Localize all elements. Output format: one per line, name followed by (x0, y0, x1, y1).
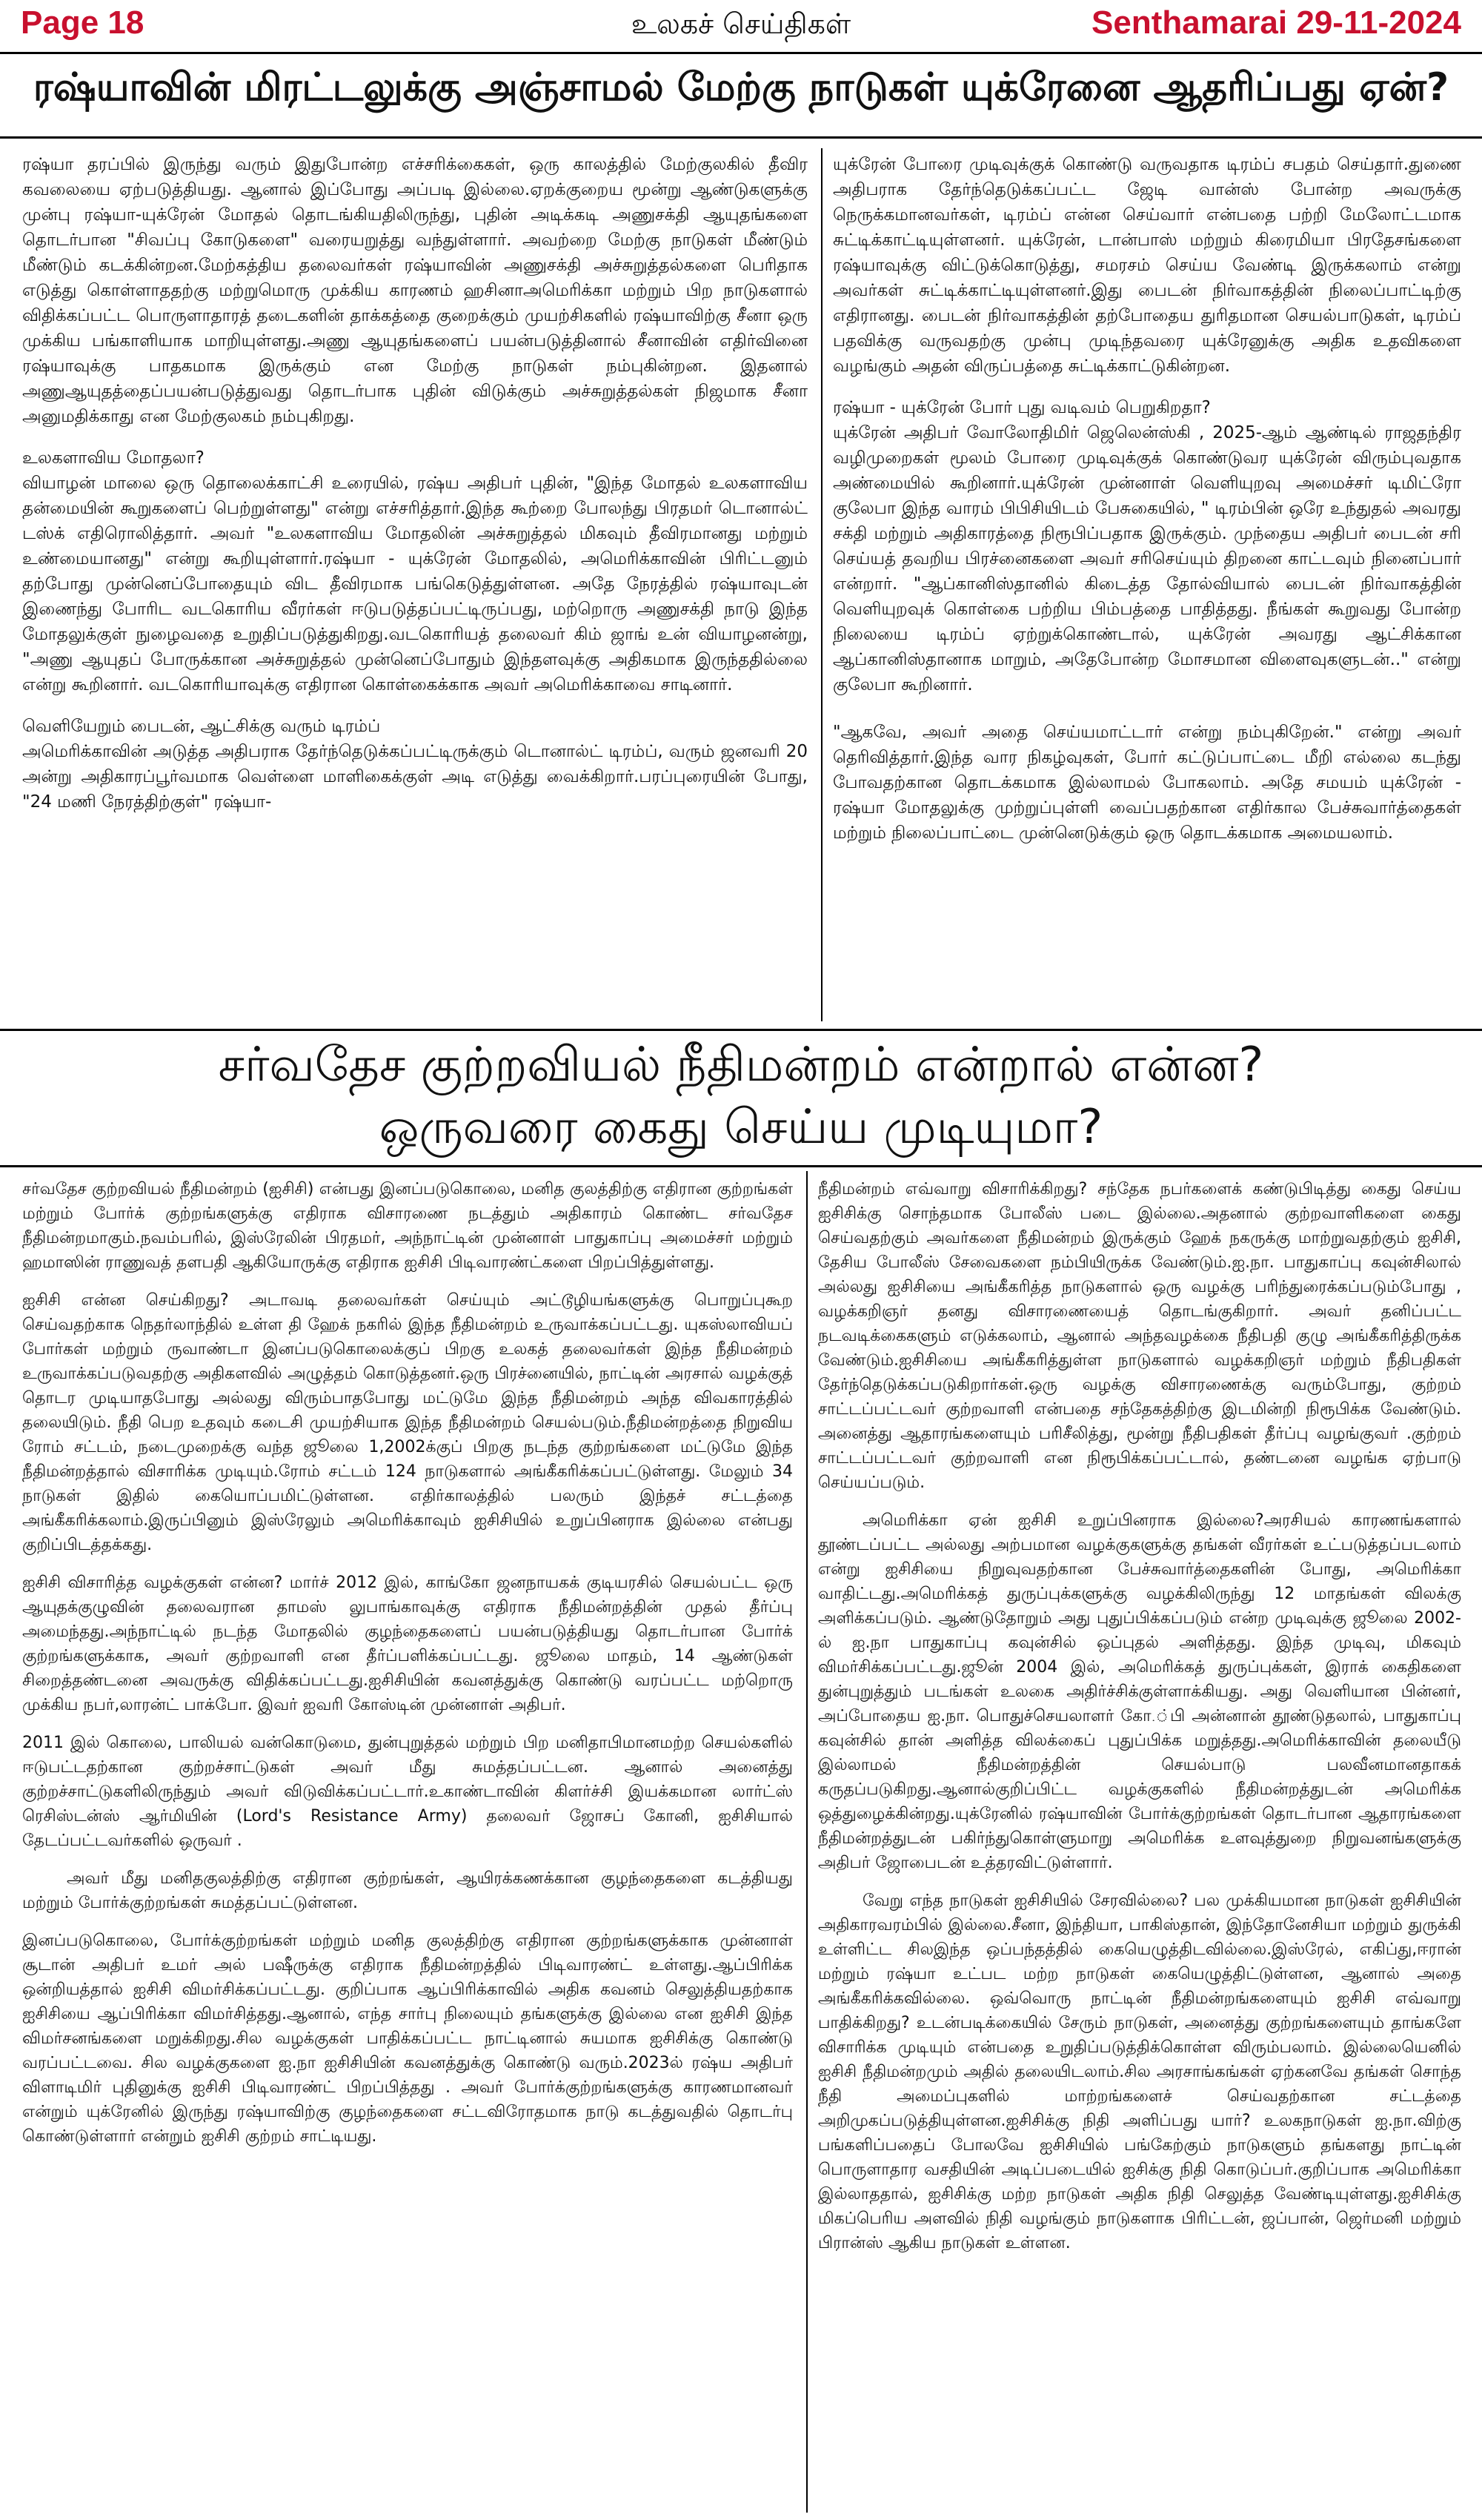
article1-left-column (22, 152, 808, 828)
article2-paragraph: ஐசிசி என்ன செய்கிறது? அடாவடி தலைவர்கள் செய்யும் அட்டூழியங்களுக்கு பொறுப்புகூற செய்வதற்காக நெதர்லாந்தில் உள்ள தி ஹேக் நகரில் இந்த நீதிமன்றம் உருவாக்கப்பட்டது. யுகஸ்லாவியப் போர்கள் மற்றும் ருவாண்டா இனப்படுகொலைக்குப் பிறகு உலகத் தலைவர்கள் இந்த நீதிமன்றம் உருவாக்கப்படுவதற்கு அதிகளவில் அழுத்தம் கொடுத்தனர்.ஒரு பிரச்னையில், நாட்டின் அரசால் வழக்குத் தொடர முடியாதபோது அல்லது விரும்பாதபோது மட்டுமே இந்த நீதிமன்றம் அந்த விவகாரத்தில் தலையிடும். நீதி பெற உதவும் கடைசி முயற்சியாக இந்த நீதிமன்றம் செயல்படும்.நீதிமன்றத்தை நிறுவிய ரோம் சட்டம், நடைமுறைக்கு வந்த ஜூலை 1,2002க்குப் பிறகு நடந்த குற்றங்களை மட்டுமே இந்த நீதிமன்றத்தால் விசாரிக்க முடியும்.ரோம் சட்டம் 124 நாடுகளால் அங்கீகரிக்கப்பட்டுள்ளது. மேலும் 34 நாடுகள் இதில் கையொப்பமிட்டுள்ளன. எதிர்காலத்தில் பலரும் இந்தச் சட்டத்தை அங்கீகரிக்கலாம்.இருப்பினும் இஸ்ரேலும் அமெரிக்காவும் ஐசிசியில் உறுப்பினராக இல்லை என்பது குறிப்பிடத்தக்கது. (22, 1291, 793, 1554)
article1-subheading: உலகளாவிய மோதலா? (22, 448, 205, 468)
article2-left-column (22, 1177, 793, 2162)
article1-paragraph: யுக்ரேன் போரை முடிவுக்குக் கொண்டு வருவதாக டிரம்ப் சபதம் செய்தார்.துணை அதிபராக தேர்ந்தெடுக்கப்பட்ட ஜேடி வான்ஸ் போன்ற அவருக்கு நெருக்கமானவர்கள், டிரம்ப் என்ன செய்வார் என்பதை பற்றி மேலோட்டமாக சுட்டிக்காட்டியுள்ளனர். யுக்ரேன், டான்பாஸ் மற்றும் கிரைமியா பிரதேசங்களை ரஷ்யாவுக்கு விட்டுக்கொடுத்து, சமரசம் செய்ய வேண்டி இருக்கலாம் என்று அவர்கள் சுட்டிக்காட்டியுள்ளனர்.இது பைடன் நிர்வாகத்தின் நிலைப்பாட்டிற்கு எதிரானது. பைடன் நிர்வாகத்தின் தற்போதைய துரிதமான செயல்பாடுகள், டிரம்ப் பதவிக்கு வருவதற்கு முன்பு முடிந்தவரை யுக்ரேனுக்கு அதிக உதவிகளை வழங்கும் அதன் விருப்பத்தை சுட்டிக்காட்டுகின்றன. (833, 155, 1461, 376)
section-divider (0, 1029, 1482, 1031)
article2-headline-line2: ஒருவரை கைது செய்ய முடியுமா? (379, 1100, 1103, 1155)
article1-subheading: ரஷ்யா - யுக்ரேன் போர் புது வடிவம் பெறுகிறதா? (833, 398, 1211, 417)
article2-paragraph: வேறு எந்த நாடுகள் ஐசிசியில் சேரவில்லை? பல முக்கியமான நாடுகள் ஐசிசியின் அதிகாரவரம்பில் இல்லை.சீனா, இந்தியா, பாகிஸ்தான், இந்தோனேசியா மற்றும் துருக்கி உள்ளிட்ட சிலஇந்த ஒப்பந்தத்தில் கையெழுத்திடவில்லை.இஸ்ரேல், எகிப்து,ஈரான் மற்றும் ரஷ்யா உட்பட மற்ற நாடுகள் கையெழுத்திட்டுள்ளன, ஆனால் அதை அங்கீகரிக்கவில்லை. ஒவ்வொரு நாட்டின் நீதிமன்றங்களையும் ஐசிசி எவ்வாறு பாதிக்கிறது? உடன்படிக்கையில் சேரும் நாடுகள், அனைத்து குற்றங்களையும் தாங்களே விசாரிக்க முடியும் என்பதை உறுதிப்படுத்திக்கொள்ள விரும்பலாம். இல்லையெனில் ஐசிசி நீதிமன்றமும் அதில் தலையிடலாம்.சில அரசாங்கங்கள் ஏற்கனவே தங்கள் சொந்த நீதி அமைப்புகளில் மாற்றங்களைச் செய்வதற்கான சட்டத்தை அறிமுகப்படுத்தியுள்ளன.ஐசிசிக்கு நிதி அளிப்பது யார்? உலகநாடுகள் ஐ.நா.விற்கு பங்களிப்பதைப் போலவே ஐசிசியில் பங்கேற்கும் நாடுகளும் தங்களது நாட்டின் பொருளாதார வசதியின் அடிப்படையில் ஐசிக்கு நிதி கொடுப்பர்.குறிப்பாக அமெரிக்கா இல்லாததால், ஐசிசிக்கு மற்ற நாடுகள் அதிக நிதி செலுத்த வேண்டியுள்ளது.ஐசிசிக்கு மிகப்பெரிய அளவில் நிதி வழங்கும் நாடுகளாக பிரிட்டன், ஜப்பான், ஜெர்மனி மற்றும் பிரான்ஸ் ஆகிய நாடுகள் உள்ளன. (818, 1891, 1461, 2252)
article1-subheading: வெளியேறும் பைடன், ஆட்சிக்கு வரும் டிரம்ப் (22, 717, 381, 736)
article1-paragraph: யுக்ரேன் அதிபர் வோலோதிமிர் ஜெலென்ஸ்கி , 2025-ஆம் ஆண்டில் ராஜதந்திர வழிமுறைகள் மூலம் போரை முடிவுக்குக் கொண்டுவர யுக்ரேன் விரும்புவதாக அண்மையில் கூறினார்.யுக்ரேன் முன்னாள் வெளியுறவு அமைச்சர் டிமிட்ரோ குலேபா இந்த வாரம் பிபிசியிடம் பேசுகையில், " டிரம்பின் ஒரே உந்துதல் அவரது சக்தி மற்றும் அதிகாரத்தை நிரூபிப்பதாக இருக்கும். முந்தைய அதிபர் பைடன் சரி செய்யத் தவறிய பிரச்னைகளை அவர் சரிசெய்யும் திறனை காட்டவும் நினைப்பார் என்றார். "ஆப்கானிஸ்தானில் கிடைத்த தோல்வியால் பைடன் நிர்வாகத்தின் வெளியுறவுக் கொள்கை பற்றிய பிம்பத்தை பாதித்தது. நீங்கள் கூறுவது போன்ற நிலையை டிரம்ப் ஏற்றுக்கொண்டால், யுக்ரேன் அவரது ஆட்சிக்கான ஆப்கானிஸ்தானாக மாறும், அதேபோன்ற மோசமான விளைவுகளுடன்.." என்று குலேபா கூறினார். (833, 423, 1461, 694)
article2-paragraph: இனப்படுகொலை, போர்க்குற்றங்கள் மற்றும் மனித குலத்திற்கு எதிரான குற்றங்களுக்காக முன்னாள் சூடான் அதிபர் உமர் அல் பஷீருக்கு எதிராக நீதிமன்றத்தில் பிடிவாரண்ட் உள்ளது.ஆப்பிரிக்க ஒன்றியத்தால் ஐசிசி விமர்சிக்கப்பட்டது. குறிப்பாக ஆப்பிரிக்காவில் அதிக கவனம் செலுத்தியதற்காக ஐசிசியை ஆப்பிரிக்கா விமர்சித்தது.ஆனால், எந்த சார்பு நிலையும் தங்களுக்கு இல்லை என ஐசிசி இந்த விமர்சனங்களை மறுக்கிறது.சில வழக்குகள் பாதிக்கப்பட்ட நாட்டினால் சுயமாக ஐசிசிக்கு கொண்டு வரப்பட்டவை. சில வழக்குகளை ஐ.நா ஐசிசியின் கவனத்துக்கு கொண்டு வரும்.2023ல் ரஷ்ய அதிபர் விளாடிமிர் புதினுக்கு ஐசிசி பிடிவாரண்ட் பிறப்பித்தது . அவர் போர்க்குற்றங்களுக்கு காரணமானவர் என்றும் யுக்ரேனில் இருந்து ரஷ்யாவிற்கு குழந்தைகளை சட்டவிரோதமாக நாடு கடத்துவதில் தொடர்பு கொண்டுள்ளார் என்றும் ஐசிசி குற்றம் சாட்டியது. (22, 1932, 793, 2146)
article1-banner (0, 55, 1482, 139)
article1-headline: ரஷ்யாவின் மிரட்டலுக்கு அஞ்சாமல் மேற்கு நாடுகள் யுக்ரேனை ஆதரிப்பது ஏன்? (33, 65, 1449, 110)
article2-paragraph: நீதிமன்றம் எவ்வாறு விசாரிக்கிறது? சந்தேக நபர்களைக் கண்டுபிடித்து கைது செய்ய ஐசிசிக்கு சொந்தமாக போலீஸ் படை இல்லை.அதனால் குற்றவாளிகளை கைது செய்வதற்கும் அவர்களை நீதிமன்றம் இருக்கும் ஹேக் நகருக்கு மாற்றுவதற்கும் ஐசிசி, தேசிய போலீஸ் சேவைகளை நம்பியிருக்க வேண்டும்.ஐ.நா. பாதுகாப்பு கவுன்சிலால் அல்லது ஐசிசியை அங்கீகரித்த நாடுகளால் ஒரு வழக்கு பரிந்துரைக்கப்படும்போது , வழக்கறிஞர் தனது விசாரணையைத் தொடங்குகிறார். அவர் தனிப்பட்ட நடவடிக்கைகளும் எடுக்கலாம், ஆனால் அந்தவழக்கை நீதிபதி குழு அங்கீகரித்திருக்க வேண்டும்.ஐசிசியை அங்கீகரித்துள்ள நாடுகளால் வழக்கறிஞர் மற்றும் நீதிபதிகள் தேர்ந்தெடுக்கப்படுகிறார்கள்.ஒரு வழக்கு விசாரணைக்கு வரும்போது, குற்றம் சாட்டப்பட்டவர் குற்றவாளி என்பதை சந்தேகத்திற்கு இடமின்றி நிரூபிக்க வேண்டும். அனைத்து ஆதாரங்களையும் பரிசீலித்து, மூன்று நீதிபதிகள் தீர்ப்பு வழங்குவர் .குற்றம் சாட்டப்பட்டவர் குற்றவாளி என நிரூபிக்கப்பட்டால், தண்டனை வழங்க ஏற்பாடு செய்யப்படும். (818, 1180, 1461, 1492)
article2-paragraph: அமெரிக்கா ஏன் ஐசிசி உறுப்பினராக இல்லை?அரசியல் காரணங்களால் தூண்டப்பட்ட அல்லது அற்பமான வழக்குகளுக்கு தங்கள் வீரர்கள் உட்படுத்தப்படலாம் என்று ஐசிசியை நிறுவுவதற்கான பேச்சுவார்த்தைகளின் போது, அமெரிக்கா வாதிட்டது.அமெரிக்கத் துருப்புக்களுக்கு வழக்கிலிருந்து 12 மாதங்கள் விலக்கு அளிக்கப்படும். ஆண்டுதோறும் அது புதுப்பிக்கப்படும் என்ற முடிவுக்கு ஜூலை 2002-ல் ஐ.நா பாதுகாப்பு கவுன்சில் ஒப்புதல் அளித்தது. இந்த முடிவு, மிகவும் விமர்சிக்கப்பட்டது.ஜூன் 2004 இல், அமெரிக்கத் துருப்புக்கள், இராக் கைதிகளை துன்புறுத்தும் படங்கள் உலகை அதிர்ச்சிக்குள்ளாக்கியது. அது வெளியான பின்னர், அப்போதைய ஐ.நா. பொதுச்செயலாளர் கோ.்பி அன்னான் தூண்டுதலால், பாதுகாப்பு கவுன்சில் தான் அளித்த விலக்கைப் புதுப்பிக்க மறுத்தது.அமெரிக்காவின் தலையீடு இல்லாமல் நீதிமன்றத்தின் செயல்பாடு பலவீனமானதாகக் கருதப்படுகிறது.ஆனால்குறிப்பிட்ட வழக்குகளில் நீதிமன்றத்துடன் அமெரிக்க ஒத்துழைக்கின்றது.யுக்ரேனில் ரஷ்யாவின் போர்க்குற்றங்கள் தொடர்பான ஆதாரங்களை நீதிமன்றத்துடன் பகிர்ந்துகொள்ளுமாறு அமெரிக்க உளவுத்துறை நிறுவனங்களுக்கு அதிபர் ஜோபைடன் உத்தரவிட்டுள்ளார். (818, 1511, 1461, 1872)
masthead-date: Senthamarai 29-11-2024 (1091, 4, 1461, 41)
section-divider (0, 1165, 1482, 1167)
article2-paragraph: சர்வதேச குற்றவியல் நீதிமன்றம் (ஐசிசி) என்பது இனப்படுகொலை, மனித குலத்திற்கு எதிரான குற்றங்கள் மற்றும் போர்க் குற்றங்களுக்கு எதிராக விசாரணை நடத்தும் அதிகாரம் கொண்ட சர்வதேச நீதிமன்றமாகும்.நவம்பரில், இஸ்ரேலின் பிரதமர், அந்நாட்டின் முன்னாள் பாதுகாப்பு அமைச்சர் மற்றும் ஹமாஸின் ராணுவத் தளபதி ஆகியோருக்கு எதிராக ஐசிசி பிடிவாரண்ட்களை பிறப்பித்துள்ளது. (22, 1180, 793, 1272)
article1-right-column (833, 152, 1461, 859)
article1-paragraph: "ஆகவே, அவர் அதை செய்யமாட்டார் என்று நம்புகிறேன்." என்று அவர் தெரிவித்தார்.இந்த வார நிகழ்வுகள், போர் கட்டுப்பாட்டை மீறி எல்லை கடந்து போவதற்கான தொடக்கமாக இல்லாமல் போகலாம். அதே சமயம் யுக்ரேன் - ரஷ்யா மோதலுக்கு முற்றுப்புள்ளி வைப்பதற்கான எதிர்கால பேச்சுவார்த்தைகள் மற்றும் நிலைப்பாட்டை முன்னெடுக்கும் ஒரு தொடக்கமாக அமையலாம். (833, 723, 1461, 843)
article2-paragraph: அவர் மீது மனிதகுலத்திற்கு எதிரான குற்றங்கள், ஆயிரக்கணக்கான குழந்தைகளை கடத்தியது மற்றும் போர்க்குற்றங்கள் சுமத்தப்பட்டுள்ளன. (22, 1869, 793, 1912)
section-title: உலகச் செய்திகள் (631, 7, 851, 40)
article2-right-column (818, 1177, 1461, 2269)
article2-headline-line1: சர்வதேச குற்றவியல் நீதிமன்றம் என்றால் என்ன? (218, 1038, 1264, 1092)
column-divider (806, 1171, 808, 2513)
article1-paragraph: அமெரிக்காவின் அடுத்த அதிபராக தேர்ந்தெடுக்கப்பட்டிருக்கும் டொனால்ட் டிரம்ப், வரும் ஜனவரி 20 அன்று அதிகாரப்பூர்வமாக வெள்ளை மாளிகைக்குள் அடி எடுத்து வைக்கிறார்.பரப்புரையின் போது, "24 மணி நேரத்திற்குள்" ரஷ்யா- (22, 742, 808, 812)
article2-paragraph: ஐசிசி விசாரித்த வழக்குகள் என்ன? மார்ச் 2012 இல், காங்கோ ஜனநாயகக் குடியரசில் செயல்பட்ட ஒரு ஆயுதக்குழுவின் தலைவரான தாமஸ் லுபாங்காவுக்கு எதிராக நீதிமன்றத்தின் முதல் தீர்ப்பு அமைந்தது.அந்நாட்டில் நடந்த மோதலில் குழந்தைகளைப் பயன்படுத்தியது தொடர்பான போர்க் குற்றங்களுக்காக, அவர் குற்றவாளி என தீர்ப்பளிக்கப்பட்டது. ஜூலை மாதம், 14 ஆண்டுகள் சிறைத்தண்டனை அவருக்கு விதிக்கப்பட்டது.ஐசிசியின் கவனத்துக்கு கொண்டு வரப்பட்ட மற்றொரு முக்கிய நபர்,லாரன்ட் பாக்போ. இவர் ஐவரி கோஸ்டின் முன்னாள் அதிபர். (22, 1574, 793, 1714)
article1-paragraph: வியாழன் மாலை ஒரு தொலைக்காட்சி உரையில், ரஷ்ய அதிபர் புதின், "இந்த மோதல் உலகளாவிய தன்மையின் கூறுகளைப் பெற்றுள்ளது" என்று எச்சரித்தார்.இந்த கூற்றை போலந்து பிரதமர் டொனால்ட் டஸ்க் எதிரொலித்தார். அவர் "உலகளாவிய மோதலின் அச்சுறுத்தல் மிகவும் தீவிரமானது மற்றும் உண்மையானது" என்று கூறியுள்ளார்.ரஷ்யா - யுக்ரேன் மோதலில், அமெரிக்காவின் பிரிட்டனும் தற்போது முன்னெப்போதையும் விட தீவிரமாக பங்கெடுத்துள்ளன. அதே நேரத்தில் ரஷ்யாவுடன் இணைந்து போரிட வடகொரிய வீரர்கள் ஈடுபடுத்தப்பட்டிருப்பது, மற்றொரு அணுசக்தி நாடு இந்த மோதலுக்குள் நுழைவதை உறுதிப்படுத்துகிறது.வடகொரியத் தலைவர் கிம் ஜாங் உன் வியாழனன்று, "அணு ஆயுதப் போருக்கான அச்சுறுத்தல் முன்னெப்போதும் இந்தளவுக்கு அதிகமாக இருந்ததில்லை என்று கூறினார். வடகொரியாவுக்கு எதிரான கொள்கைக்காக அவர் அமெரிக்காவை சாடினார். (22, 474, 808, 694)
page-number: Page 18 (21, 4, 144, 41)
column-divider (821, 148, 823, 1021)
article2-paragraph: 2011 இல் கொலை, பாலியல் வன்கொடுமை, துன்புறுத்தல் மற்றும் பிற மனிதாபிமானமற்ற செயல்களில் ஈடுபட்டதற்கான குற்றச்சாட்டுகள் அவர் மீது சுமத்தப்பட்டன. ஆனால் அனைத்து குற்றச்சாட்டுகளிலிருந்தும் அவர் விடுவிக்கப்பட்டார்.உகாண்டாவின் கிளர்ச்சி இயக்கமான லார்ட்ஸ் ரெசிஸ்டன்ஸ் ஆர்மியின் (Lord's Resistance Army) தலைவர் ஜோசப் கோனி, ஐசிசியால் தேடப்பட்டவர்களில் ஒருவர் . (22, 1734, 793, 1850)
article1-paragraph: ரஷ்யா தரப்பில் இருந்து வரும் இதுபோன்ற எச்சரிக்கைகள், ஒரு காலத்தில் மேற்குலகில் தீவிர கவலையை ஏற்படுத்தியது. ஆனால் இப்போது அப்படி இல்லை.ஏறக்குறைய மூன்று ஆண்டுகளுக்கு முன்பு ரஷ்யா-யுக்ரேன் மோதல் தொடங்கியதிலிருந்து, புதின் அடிக்கடி அணுசக்தி ஆயுதங்களை தொடர்பான "சிவப்பு கோடுகளை" வரையறுத்து வந்துள்ளார். அவற்றை மேற்கு நாடுகள் மீண்டும் மீண்டும் கடக்கின்றன.மேற்கத்திய தலைவர்கள் ரஷ்யாவின் அணுசக்தி அச்சுறுத்தல்களை பெரிதாக எடுத்து கொள்ளாததற்கு மற்றுமொரு முக்கிய காரணம் ஹசினாஅமெரிக்கா மற்றும் பிற நாடுகளால் விதிக்கப்பட்ட பொருளாதாரத் தடைகளின் தாக்கத்தை குறைக்கும் முயற்சிகளில் ரஷ்யாவிற்கு சீனா ஒரு முக்கிய பங்காளியாக மாறியுள்ளது.அணு ஆயுதங்களைப் பயன்படுத்தினால் சீனாவின் எதிர்வினை ரஷ்யாவுக்கு பாதகமாக இருக்கும் என மேற்கு நாடுகள் நம்புகின்றன. இதனால் அணுஆயுதத்தைப்பயன்படுத்துவது தொடர்பாக புதின் விடுக்கும் அச்சுறுத்தல்கள் நிஜமாக சீனா அனுமதிக்காது என மேற்குலகம் நம்புகிறது. (22, 155, 808, 426)
